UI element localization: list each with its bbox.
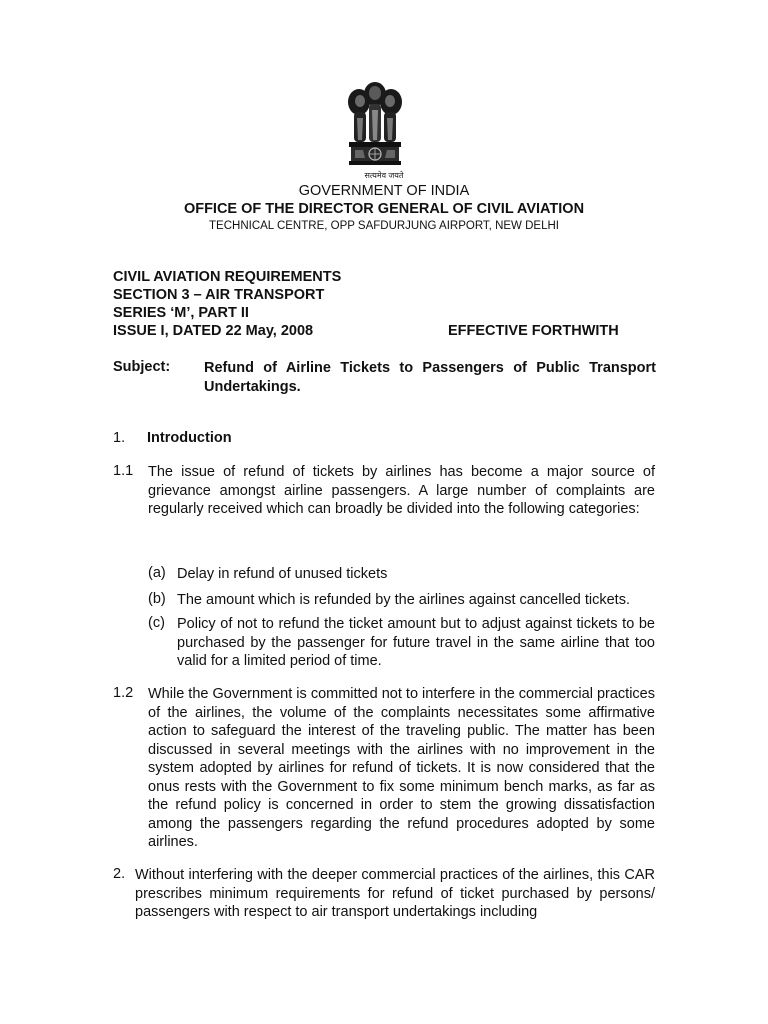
issue-date-line: ISSUE I, DATED 22 May, 2008 [113,323,314,339]
list-item-c-marker: (c) [148,615,165,631]
para-2-number: 2. [113,866,126,882]
para-1-2-text: While the Government is committed not to interfere in the commercial practices of the airlines, the volume of the complaints necessitates some affirmative action to safeguard the interest of the traveling public. The matter has been discussed in several meetings with the airlines with no improvement in the system adopted by airlines for refund of tickets. It is now considered that the onus rests with the Government to fix some minimum bench marks, as far as the refund policy is concerned in order to stem the growing dissatisfaction among the passengers regarding the refund procedures adopted by some airlines. [148,686,655,850]
office-title: OFFICE OF THE DIRECTOR GENERAL OF CIVIL AVIATION [183,201,585,217]
section-1-number: 1. [113,430,126,446]
subject-label: Subject: [113,359,171,375]
para-1-2-number: 1.2 [113,685,134,701]
emblem-motto: सत्यमेव जयते [364,171,404,180]
subject-text: Refund of Airline Tickets to Passengers of Public Transport Undertakings. [204,360,656,395]
office-address: TECHNICAL CENTRE, OPP SAFDURJUNG AIRPORT, NEW DELHI [209,220,559,232]
list-item-c-text: Policy of not to refund the ticket amount but to adjust against tickets to be purchased by the passenger for future travel in the same airline that too valid for a limited period of time. [177,616,655,669]
government-title: GOVERNMENT OF INDIA [298,183,470,199]
series-line: SERIES ‘M’, PART II [113,305,249,321]
list-item-a-marker: (a) [148,565,166,581]
national-emblem-icon [343,78,407,182]
section-line: SECTION 3 – AIR TRANSPORT [113,287,325,303]
effective-label: EFFECTIVE FORTHWITH [448,323,619,339]
list-item-b-text: The amount which is refunded by the airlines against cancelled tickets. [177,592,630,608]
section-1-title: Introduction [147,430,232,446]
list-item-a-text: Delay in refund of unused tickets [177,566,388,582]
car-title: CIVIL AVIATION REQUIREMENTS [113,269,342,285]
list-item-b-marker: (b) [148,591,166,607]
para-1-1-text: The issue of refund of tickets by airlines has become a major source of grievance amongst airline passengers. A large number of complaints are regularly received which can broadly be divided into the following categories: [148,464,655,517]
para-2-text: Without interfering with the deeper commercial practices of the airlines, this CAR prescribes minimum requirements for refund of ticket purchased by persons/ passengers with respect to air transport undertakings including [135,867,655,920]
para-1-1-number: 1.1 [113,463,134,479]
